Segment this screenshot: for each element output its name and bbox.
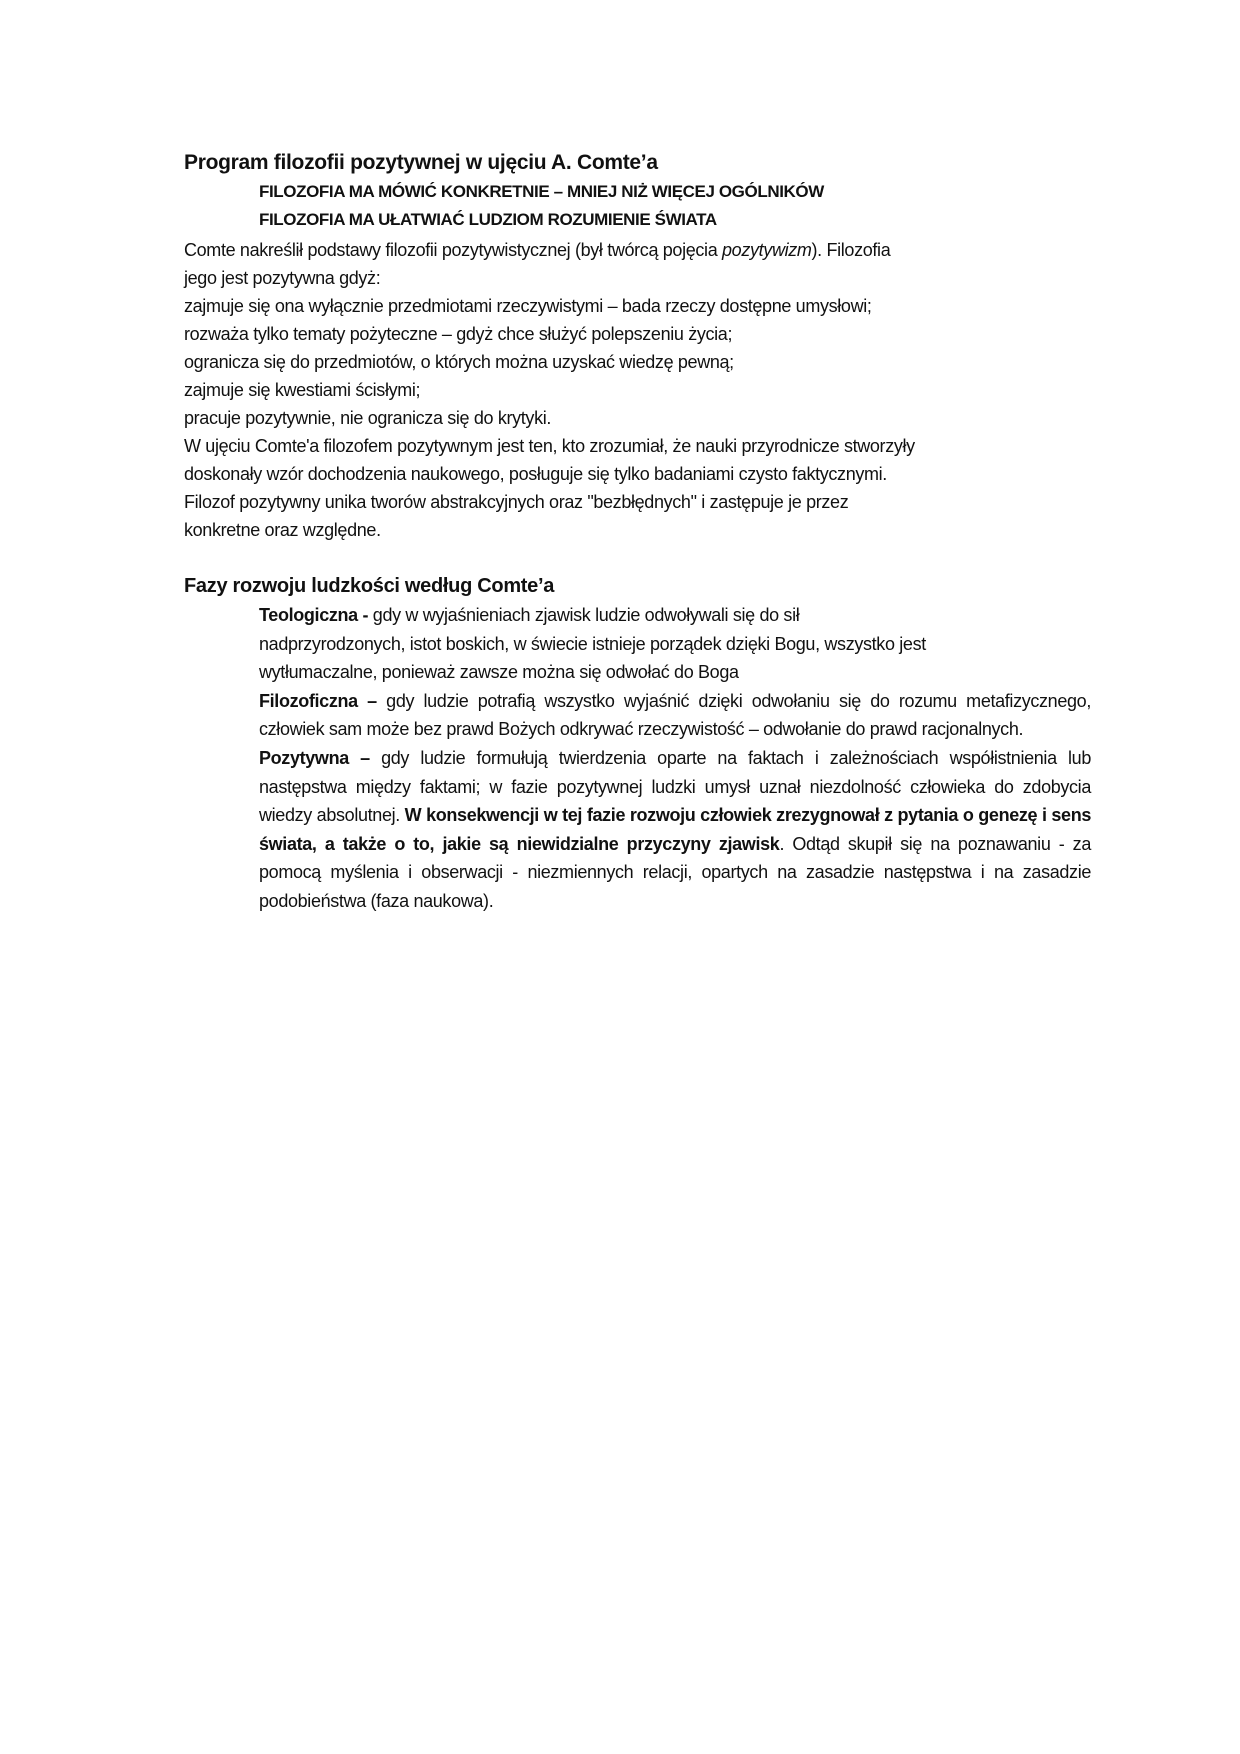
phase-text: wytłumaczalne, ponieważ zawsze można się odwołać do Boga — [259, 662, 739, 683]
phase-separator: – — [348, 747, 382, 768]
motto-understanding: FILOZOFIA MA UŁATWIAĆ LUDZIOM ROZUMIENIE ŚWIATA — [259, 210, 717, 229]
intro-text: ). Filozofia — [811, 240, 891, 260]
feature-item: rozważa tylko tematy pożyteczne – gdyż chce służyć polepszeniu życia; — [184, 324, 733, 344]
philosopher-line: doskonały wzór dochodzenia naukowego, posługuje się tylko badaniami czysto faktycznymi. — [184, 464, 887, 484]
feature-item: pracuje pozytywnie, nie ogranicza się do krytyki. — [184, 408, 552, 428]
phase-text: . Odtąd skupił się na poznawaniu - za pomocą myślenia i obserwacji - niezmiennych relacji, opartych na zasadzie następstwa i na zasadzie podobieństwa (faza naukowa). — [259, 833, 1091, 911]
intro-line-2: jego jest pozytywna gdyż: — [184, 268, 381, 288]
document-title: Program filozofii pozytywnej w ujęciu A. Comte’a — [184, 151, 658, 174]
phases-section-title: Fazy rozwoju ludzkości według Comte’a — [184, 575, 555, 597]
feature-item: zajmuje się kwestiami ścisłymi; — [184, 380, 421, 400]
phase-theological — [259, 601, 1091, 687]
phase-separator: - — [357, 605, 373, 625]
phase-separator: – — [357, 690, 387, 711]
feature-item: zajmuje się ona wyłącznie przedmiotami rzeczywistymi – bada rzeczy dostępne umysłowi; — [184, 296, 872, 316]
philosopher-line: konkretne oraz względne. — [184, 520, 381, 540]
phase-positive — [259, 744, 1091, 916]
term-pozytywizm: pozytywizm — [722, 240, 812, 260]
phase-text: gdy w wyjaśnieniach zjawisk ludzie odwoływali się do sił — [372, 605, 800, 625]
intro-body — [184, 236, 1089, 544]
phase-text: nadprzyrodzonych, istot boskich, w świecie istnieje porządek dzięki Bogu, wszystko jest — [259, 633, 926, 654]
phase-name: Pozytywna — [259, 747, 349, 768]
motto-concrete: FILOZOFIA MA MÓWIĆ KONKRETNIE – MNIEJ NIŻ WIĘCEJ OGÓLNIKÓW — [259, 182, 824, 201]
feature-item: ogranicza się do przedmiotów, o których można uzyskać wiedzę pewną; — [184, 352, 734, 372]
phase-text: gdy ludzie potrafią wszystko wyjaśnić dzięki odwołaniu się do rozumu metafizycznego, człowiek sam może bez prawd Bożych odkrywać rzeczywistość – odwołanie do prawd racjonalnych. — [259, 690, 1091, 740]
phase-text-emphasis: W konsekwencji w tej fazie rozwoju człowiek zrezygnował z pytania o genezę i sens świata, a także o to, jakie są niewidzialne przyczyny zjawisk — [259, 805, 1092, 854]
philosopher-line: W ujęciu Comte'a filozofem pozytywnym jest ten, kto zrozumiał, że nauki przyrodnicze stworzyły — [184, 436, 915, 456]
phase-name: Teologiczna — [259, 605, 358, 625]
phase-name: Filozoficzna — [259, 690, 358, 711]
phase-text: gdy ludzie formułują twierdzenia oparte na faktach i zależnościach współistnienia lub następstwa między faktami; w fazie pozytywnej ludzki umysł uznał niezdolność człowieka do zdobycia wiedzy absolutnej. — [259, 747, 1091, 826]
philosopher-line: Filozof pozytywny unika tworów abstrakcyjnych oraz "bezbłędnych" i zastępuje je przez — [184, 492, 849, 512]
intro-line-1 — [184, 236, 1089, 264]
phases-list — [259, 601, 1091, 916]
intro-text: Comte nakreślił podstawy filozofii pozytywistycznej (był twórcą pojęcia — [184, 240, 723, 260]
phase-philosophical — [259, 687, 1091, 744]
